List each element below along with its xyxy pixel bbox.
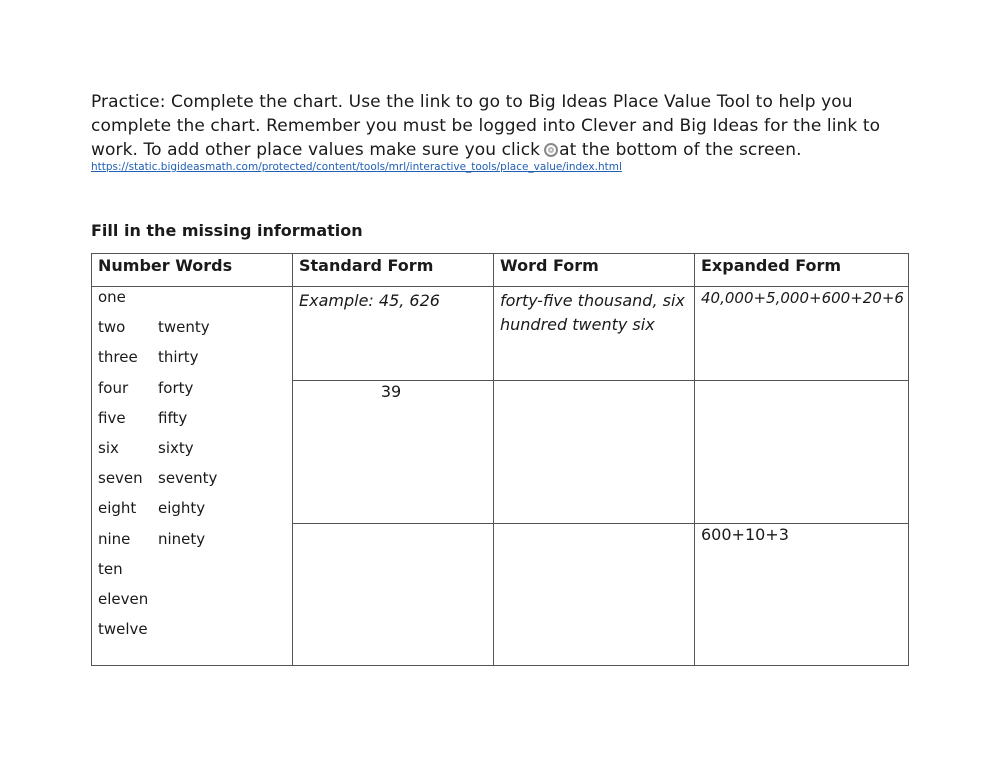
header-word-form: Word Form — [494, 254, 695, 287]
instructions-line-3 — [91, 138, 891, 162]
place-value-tool-link[interactable]: https://static.bigideasmath.com/protected/content/tools/mrl/interactive_tools/place_value/index.html — [91, 161, 622, 173]
number-word-tens: twenty — [158, 318, 210, 337]
number-word-ones: eleven — [98, 589, 149, 608]
word-form-cell[interactable] — [494, 524, 695, 666]
number-word-ones: six — [98, 438, 119, 457]
number-word-ones: nine — [98, 529, 131, 548]
instructions-line-3-start: work. To add other place values make sure you click — [91, 140, 541, 160]
number-word-ones: eight — [98, 499, 137, 518]
table-row — [92, 287, 909, 381]
word-form-cell[interactable] — [494, 381, 695, 524]
number-word-item — [98, 531, 292, 561]
number-words-cell — [92, 287, 293, 666]
number-word-tens: forty — [158, 378, 194, 397]
number-words-list — [92, 287, 292, 651]
number-word-tens: ninety — [158, 529, 206, 548]
number-word-ones: two — [98, 318, 126, 337]
number-word-item — [98, 440, 292, 470]
number-word-item — [98, 621, 292, 651]
number-word-tens: fifty — [158, 408, 188, 427]
standard-form-cell[interactable]: 39 — [293, 381, 494, 524]
standard-form-cell[interactable] — [293, 524, 494, 666]
number-word-ones: one — [98, 288, 126, 306]
expanded-form-cell[interactable]: 600+10+3 — [695, 524, 909, 666]
number-word-tens: eighty — [158, 499, 206, 518]
instructions-line-2: complete the chart. Remember you must be logged into Clever and Big Ideas for the link to — [91, 116, 881, 136]
instructions-line-1: Practice: Complete the chart. Use the link to go to Big Ideas Place Value Tool to help you — [91, 92, 853, 112]
number-word-tens: sixty — [158, 438, 194, 457]
number-word-item — [98, 289, 292, 319]
expanded-form-example: 40,000+5,000+600+20+6 — [695, 287, 909, 381]
expanded-form-cell[interactable] — [695, 381, 909, 524]
number-word-item — [98, 470, 292, 500]
number-word-ones: ten — [98, 559, 123, 578]
header-number-words: Number Words — [92, 254, 293, 287]
standard-form-example: Example: 45, 626 — [293, 287, 494, 381]
number-word-ones: twelve — [98, 620, 148, 639]
place-value-chart — [91, 253, 909, 666]
number-word-item — [98, 410, 292, 440]
instructions-line-3-end: at the bottom of the screen. — [559, 140, 802, 160]
number-word-item — [98, 500, 292, 530]
number-word-ones: seven — [98, 469, 143, 488]
header-standard-form: Standard Form — [293, 254, 494, 287]
number-word-ones: four — [98, 378, 129, 397]
instructions — [91, 90, 891, 162]
number-word-tens: seventy — [158, 469, 218, 488]
header-expanded-form: Expanded Form — [695, 254, 909, 287]
number-word-item — [98, 561, 292, 591]
number-word-tens: thirty — [158, 348, 199, 367]
table-header-row — [92, 254, 909, 287]
number-word-item — [98, 349, 292, 379]
section-title: Fill in the missing information — [91, 221, 363, 240]
word-form-example: forty-five thousand, six hundred twenty six — [494, 287, 695, 381]
number-word-item — [98, 380, 292, 410]
settings-circle-icon — [544, 143, 558, 157]
number-word-item — [98, 591, 292, 621]
number-word-ones: three — [98, 348, 138, 367]
number-word-item — [98, 319, 292, 349]
number-word-ones: five — [98, 408, 126, 427]
